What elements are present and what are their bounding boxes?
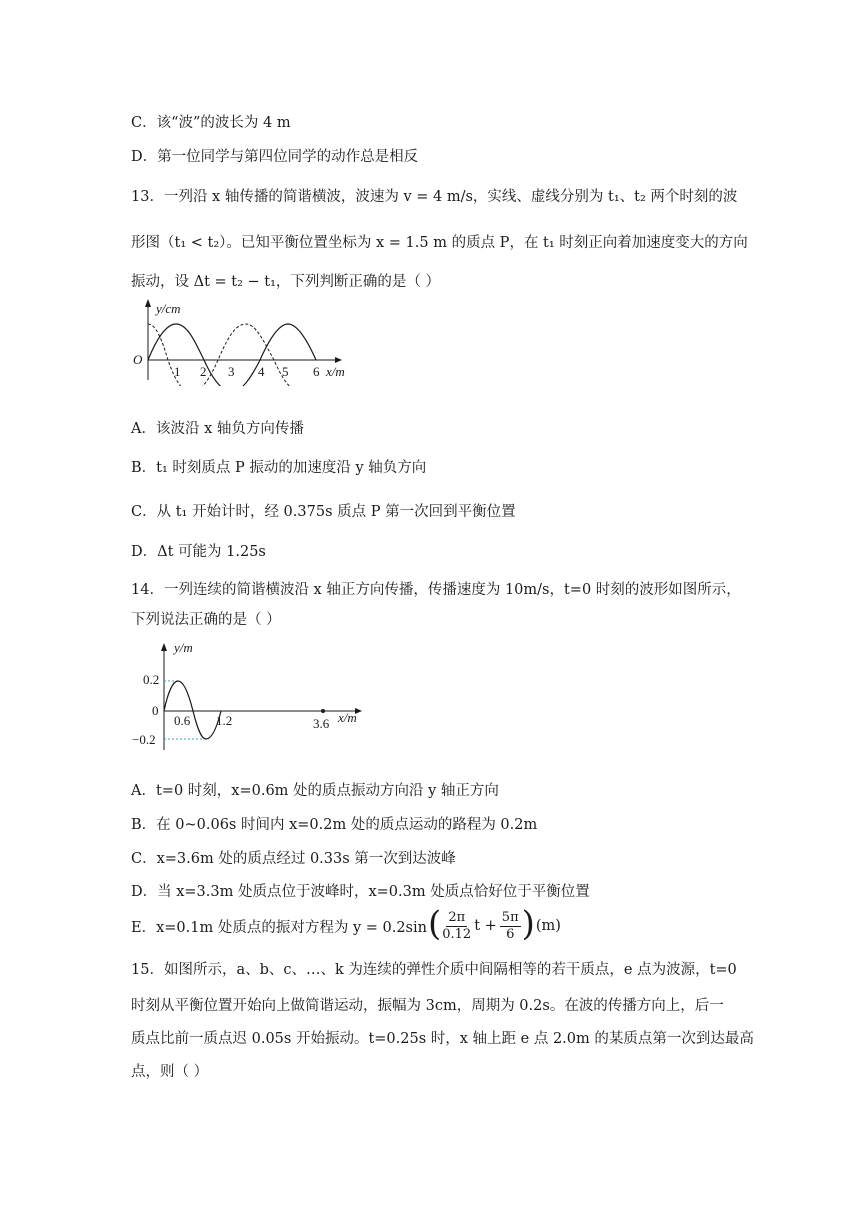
q13-stem-line-3: 振动，设 Δt = t₂ − t₁，下列判断正确的是（ ） — [131, 274, 441, 290]
q14-option-e-prefix: E．x=0.1m 处质点的振对方程为 y = 0.2sin — [131, 919, 427, 936]
q15-stem-line-3: 质点比前一质点迟 0.05s 开始振动。t=0.25s 时，x 轴上距 e 点 2.0m 的某质点第一次到达最高 — [131, 1031, 754, 1047]
q14-option-b: B．在 0~0.06s 时间内 x=0.2m 处的质点运动的路程为 0.2m — [131, 817, 538, 833]
q14-option-e-paren-right: ) — [521, 904, 535, 944]
q13-wave-figure — [130, 296, 360, 386]
q14-option-e-frac1 — [442, 910, 471, 943]
q14-stem-line-2: 下列说法正确的是（ ） — [131, 612, 281, 628]
q14-ytick-neg-0-2: −0.2 — [132, 732, 156, 747]
q14-option-d: D．当 x=3.3m 处质点位于波峰时，x=0.3m 处质点恰好位于平衡位置 — [131, 884, 590, 900]
q13-tick-6: 6 — [313, 364, 320, 379]
q13-y-label: y/cm — [156, 301, 181, 316]
q14-option-e-frac1-den: 0.12 — [442, 926, 472, 942]
q14-option-e — [131, 905, 561, 947]
q14-ytick-0-2: 0.2 — [143, 672, 160, 687]
q14-option-e-frac2-num: 5π — [501, 909, 519, 925]
q13-stem-line-1: 13．一列沿 x 轴传播的简谐横波，波速为 v = 4 m/s，实线、虚线分别为 t₁、t₂ 两个时刻的波 — [131, 189, 738, 205]
q12-option-c: C．该“波”的波长为 4 m — [131, 115, 291, 131]
q14-option-e-frac2-den: 6 — [506, 926, 515, 942]
q14-option-c: C．x=3.6m 处的质点经过 0.33s 第一次到达波峰 — [131, 851, 456, 867]
q15-stem-line-4: 点，则（ ） — [131, 1064, 209, 1080]
q14-x-label: x/m — [338, 710, 357, 725]
q14-y-arrow — [161, 643, 167, 651]
q13-y-arrow — [145, 299, 151, 307]
q13-option-b: B．t₁ 时刻质点 P 振动的加速度沿 y 轴负方向 — [131, 460, 427, 476]
q13-option-d: D．Δt 可能为 1.25s — [131, 544, 266, 560]
q14-wave — [164, 681, 221, 739]
q12-option-d: D．第一位同学与第四位同学的动作总是相反 — [131, 149, 419, 165]
q14-option-e-unit: (m) — [535, 918, 561, 934]
q14-option-e-mid: t + — [474, 918, 497, 934]
q15-stem-line-1: 15．如图所示，a、b、c、…、k 为连续的弹性介质中间隔相等的若干质点，e 点为波源，t=0 — [131, 962, 737, 978]
q14-y-label: y/m — [174, 640, 193, 655]
q14-xtick-3-6: 3.6 — [313, 716, 330, 731]
q13-tick-5: 5 — [282, 364, 289, 379]
q14-origin: 0 — [152, 703, 159, 718]
q14-xtick-0-6: 0.6 — [174, 713, 191, 728]
q13-origin: O — [133, 352, 143, 367]
q14-option-e-frac2 — [500, 910, 521, 943]
q14-option-e-paren-left: ( — [427, 904, 442, 944]
q13-x-label: x/m — [326, 364, 345, 379]
q13-tick-2: 2 — [200, 364, 207, 379]
q14-option-e-frac1-num: 2π — [448, 909, 466, 925]
q13-tick-3: 3 — [228, 364, 235, 379]
q15-stem-line-2: 时刻从平衡位置开始向上做简谐运动，振幅为 3cm，周期为 0.2s。在波的传播方向上，后一 — [131, 998, 724, 1014]
q13-stem-line-2: 形图（t₁ < t₂）。已知平衡位置坐标为 x = 1.5 m 的质点 P，在 t₁ 时刻正向着加速度变大的方向 — [131, 235, 748, 251]
q13-option-c: C．从 t₁ 开始计时，经 0.375s 质点 P 第一次回到平衡位置 — [131, 504, 516, 520]
q14-point-3-6 — [321, 709, 325, 713]
q14-option-a: A．t=0 时刻，x=0.6m 处的质点振动方向沿 y 轴正方向 — [131, 783, 499, 799]
q13-dashed-wave — [148, 324, 302, 386]
q14-stem-line-1: 14．一列连续的简谐横波沿 x 轴正方向传播，传播速度为 10m/s，t=0 时刻的波形如图所示， — [131, 582, 741, 598]
q13-option-a: A．该波沿 x 轴负方向传播 — [131, 421, 304, 437]
q14-xtick-1-2: 1.2 — [216, 713, 233, 728]
q13-x-arrow — [335, 357, 342, 363]
q13-tick-1: 1 — [174, 364, 181, 379]
q13-tick-4: 4 — [258, 364, 265, 379]
q14-wave-figure — [130, 640, 370, 752]
